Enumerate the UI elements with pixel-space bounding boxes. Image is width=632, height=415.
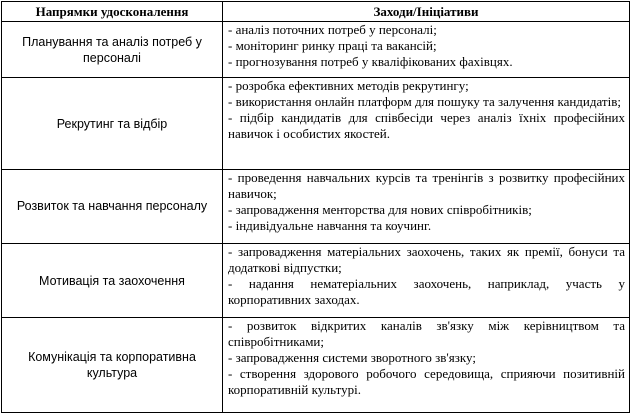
initiative-item: - прогнозування потреб у кваліфікованих фахівцях. <box>228 54 513 69</box>
header-directions: Напрямки удосконалення <box>2 2 223 22</box>
improvement-directions-table <box>1 1 630 413</box>
initiative-item: - надання нематеріальних заохочень, наприклад, участь у корпоративних заходах. <box>228 276 625 308</box>
table-row <box>2 318 630 413</box>
initiatives-cell <box>223 78 630 169</box>
initiative-item: - запровадження системи зворотного зв'язку; <box>228 350 476 366</box>
table-row <box>2 244 630 318</box>
initiative-item: - проведення навчальних курсів та тренінгів з розвитку професійних навичок; <box>228 169 625 201</box>
initiatives-cell <box>223 318 630 413</box>
initiative-item: - розвиток відкритих каналів зв'язку між керівництвом та співробітниками; <box>228 318 625 350</box>
initiative-item: - розробка ефективних методів рекрутингу; <box>228 78 469 94</box>
initiative-item: - індивідуальне навчання та коучинг. <box>228 217 432 233</box>
initiatives-cell <box>223 22 630 78</box>
table-row <box>2 22 630 78</box>
direction-cell: Розвиток та навчання персоналу <box>2 169 223 243</box>
initiative-item: - створення здорового робочого середовища, сприяючи позитивній корпоративній культурі. <box>228 366 625 398</box>
initiatives-cell <box>223 169 630 243</box>
initiative-item: - моніторинг ринку праці та вакансій; <box>228 38 437 53</box>
direction-cell: Планування та аналіз потреб у персоналі <box>2 22 223 78</box>
table-row <box>2 78 630 169</box>
initiative-item: - запровадження менторства для нових співробітників; <box>228 201 532 217</box>
initiative-item: - використання онлайн платформ для пошуку та залучення кандидатів; <box>228 94 621 110</box>
header-initiatives: Заходи/Ініціативи <box>223 2 630 22</box>
direction-cell: Комунікація та корпоративна культура <box>2 318 223 413</box>
header-row <box>2 2 630 22</box>
initiative-item: - аналіз поточних потреб у персоналі; <box>228 22 437 37</box>
initiative-item: - запровадження матеріальних заохочень, таких як премії, бонуси та додаткові відпустки; <box>228 244 625 276</box>
direction-cell: Рекрутинг та відбір <box>2 78 223 169</box>
table-row <box>2 169 630 243</box>
direction-cell: Мотивація та заохочення <box>2 244 223 318</box>
initiative-item: - підбір кандидатів для співбесіди через аналіз їхніх професійних навичок і особистих якостей. <box>228 110 625 142</box>
initiatives-cell <box>223 244 630 318</box>
